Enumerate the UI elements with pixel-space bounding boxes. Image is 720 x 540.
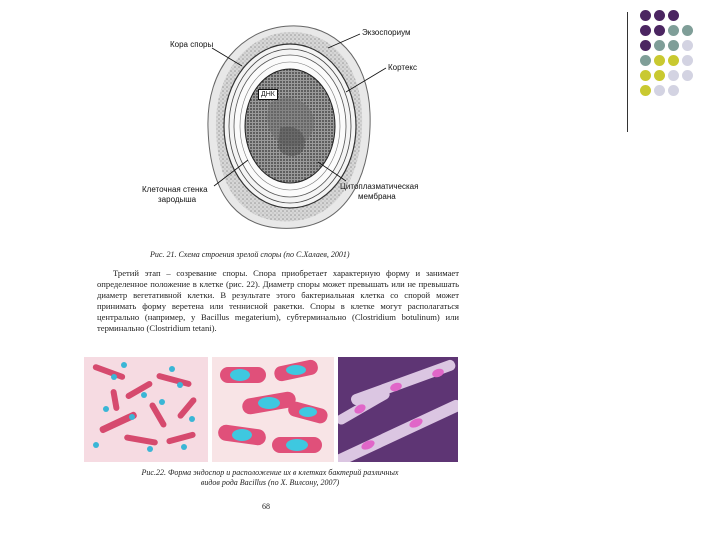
decorative-dot bbox=[654, 25, 665, 36]
decorative-dot bbox=[640, 70, 651, 81]
figure-21-caption: Рис. 21. Схема строения зрелой споры (по С.Халаев, 2001) bbox=[150, 250, 350, 259]
decorative-dot bbox=[640, 40, 651, 51]
decorative-dot bbox=[640, 55, 651, 66]
decorative-dot bbox=[654, 70, 665, 81]
decorative-dot bbox=[654, 10, 665, 21]
micrograph-panel-2 bbox=[212, 357, 334, 462]
label-cell-wall-line1: Клеточная стенка bbox=[142, 185, 208, 194]
figure-22-caption-line2: видов рода Bacillus (по Х. Вилсону, 2007) bbox=[200, 478, 340, 487]
label-dna: ДНК bbox=[258, 89, 278, 100]
decorative-dot bbox=[668, 25, 679, 36]
decorative-dot bbox=[654, 55, 665, 66]
decorative-dot-grid bbox=[640, 10, 710, 120]
figure-22-caption bbox=[95, 468, 445, 488]
micrograph-large-rods bbox=[212, 357, 334, 462]
decorative-dot bbox=[640, 10, 651, 21]
decorative-dot bbox=[654, 40, 665, 51]
spore-illustration bbox=[130, 18, 450, 243]
body-paragraph bbox=[97, 268, 459, 333]
label-kora: Кора споры bbox=[170, 40, 214, 49]
figure-22-caption-line1: Рис.22. Форма эндоспор и расположение их в клетках бактерий различных bbox=[141, 468, 399, 477]
decorative-dot bbox=[668, 40, 679, 51]
decorative-dot bbox=[682, 55, 693, 66]
label-membrane-line2: мембрана bbox=[358, 192, 396, 201]
label-cortex: Кортекс bbox=[388, 63, 417, 72]
decorative-dot bbox=[682, 70, 693, 81]
micrograph-panel-1 bbox=[84, 357, 208, 462]
paragraph-text: Третий этап – созревание споры. Спора приобретает характерную форму и занимает определенное положение в клетке (рис. 22). Диаметр споры может превышать или не превышать диаметр вегетативной клетки. В результате этого бактериальная клетка со спорой может принимать форму веретена или теннисной ракетки. Споры в клетке могут располагаться центрально (например, у Bacillus megaterium), субтерминально (Clostridium botulinum) или терминально (Clostridium tetani). bbox=[97, 268, 459, 333]
decorative-dot bbox=[640, 25, 651, 36]
page-number: 68 bbox=[262, 502, 270, 511]
decorative-dot bbox=[668, 55, 679, 66]
micrograph-panel-3 bbox=[338, 357, 458, 462]
decorative-dot bbox=[668, 70, 679, 81]
micrograph-rods-central-spores bbox=[84, 357, 208, 462]
decorative-dot bbox=[654, 85, 665, 96]
label-exosporium: Экзоспориум bbox=[362, 28, 411, 37]
decorative-dot bbox=[682, 25, 693, 36]
label-membrane-line1: Цитоплазматическая bbox=[340, 182, 419, 191]
micrograph-chain-cells bbox=[338, 357, 458, 462]
decorative-dot bbox=[682, 40, 693, 51]
decorative-divider-line bbox=[627, 12, 628, 132]
spore-structure-diagram bbox=[130, 18, 450, 243]
decorative-dot bbox=[640, 85, 651, 96]
label-cell-wall bbox=[142, 185, 208, 205]
label-membrane bbox=[340, 182, 418, 202]
decorative-dot bbox=[668, 10, 679, 21]
decorative-dot bbox=[668, 85, 679, 96]
label-cell-wall-line2: зародыша bbox=[158, 195, 197, 204]
